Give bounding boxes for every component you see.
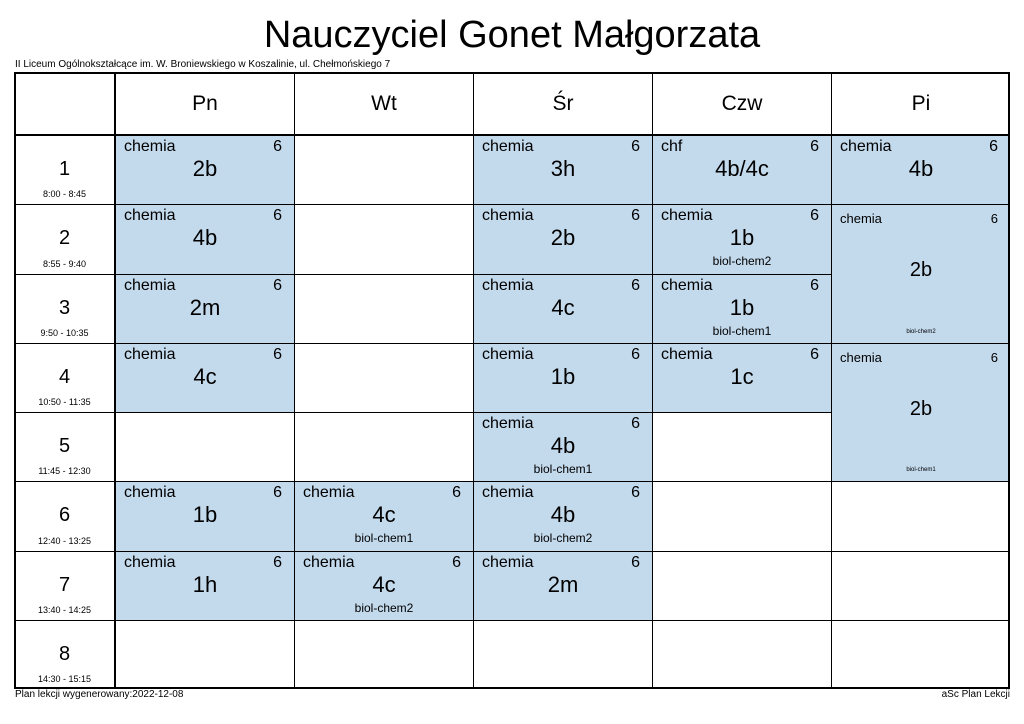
- lesson-class: 4b: [192, 225, 218, 251]
- lesson-class: 1h: [192, 571, 218, 597]
- lesson-group: biol-chem2: [712, 254, 772, 269]
- lesson-subject: chemia: [482, 276, 534, 294]
- lesson-cell[interactable]: [294, 481, 473, 550]
- lesson-room: 6: [273, 276, 282, 294]
- lesson-class: 4b/4c: [715, 156, 769, 181]
- period-cell: [14, 620, 115, 689]
- empty-slot: [294, 343, 473, 412]
- lesson-room: 6: [631, 553, 640, 571]
- lesson-subject: chemia: [661, 276, 713, 294]
- period-time: 13:40 - 14:25: [37, 604, 92, 615]
- lesson-class: 1b: [729, 225, 755, 251]
- lesson-subject: chemia: [840, 349, 882, 365]
- lesson-class: 4b: [550, 502, 576, 528]
- lesson-cell[interactable]: [473, 412, 652, 481]
- lesson-subject: chemia: [124, 345, 176, 363]
- lesson-room: 6: [631, 345, 640, 363]
- header-divider: [14, 134, 1010, 136]
- period-number: 5: [58, 435, 71, 457]
- lesson-cell[interactable]: [831, 343, 1010, 482]
- lesson-subject: chemia: [482, 138, 534, 155]
- lesson-group: biol-chem2: [354, 600, 414, 615]
- empty-slot: [294, 135, 473, 204]
- period-time: 14:30 - 15:15: [37, 674, 92, 684]
- empty-slot: [831, 481, 1010, 550]
- lesson-class: 1b: [550, 363, 576, 389]
- day-header: Czw: [652, 72, 831, 135]
- lesson-subject: chemia: [482, 345, 534, 363]
- lesson-subject: chf: [661, 138, 683, 155]
- lesson-cell[interactable]: [652, 204, 831, 273]
- empty-slot: [652, 481, 831, 550]
- lesson-subject: chemia: [482, 415, 534, 432]
- lesson-subject: chemia: [124, 207, 176, 225]
- lesson-class: 4c: [372, 502, 396, 528]
- lesson-cell[interactable]: [831, 135, 1010, 204]
- lesson-room: 6: [989, 138, 998, 155]
- period-column-divider: [114, 72, 116, 689]
- lesson-cell[interactable]: [115, 343, 294, 412]
- lesson-subject: chemia: [124, 553, 176, 571]
- lesson-cell[interactable]: [115, 551, 294, 620]
- lesson-class: 4c: [551, 294, 575, 320]
- lesson-class: 4b: [908, 156, 934, 181]
- lesson-group: biol-chem2: [533, 531, 593, 546]
- lesson-class: 2b: [192, 156, 218, 181]
- lesson-room: 6: [631, 207, 640, 225]
- lesson-cell[interactable]: [115, 481, 294, 550]
- lesson-subject: chemia: [840, 138, 892, 155]
- empty-slot: [652, 551, 831, 620]
- day-header: Wt: [294, 72, 473, 135]
- lesson-subject: chemia: [124, 276, 176, 294]
- period-time: 11:45 - 12:30: [38, 466, 91, 477]
- period-time: 12:40 - 13:25: [37, 535, 92, 546]
- lesson-cell[interactable]: [652, 343, 831, 412]
- empty-slot: [294, 620, 473, 689]
- lesson-class: 4c: [193, 363, 217, 389]
- period-cell: [14, 481, 115, 550]
- lesson-room: 6: [631, 138, 640, 155]
- day-header: Pn: [115, 72, 294, 135]
- period-number: 3: [58, 296, 71, 319]
- period-cell: [14, 551, 115, 620]
- lesson-cell[interactable]: [473, 135, 652, 204]
- lesson-subject: chemia: [303, 553, 355, 571]
- period-time: 8:55 - 9:40: [42, 258, 87, 269]
- lesson-cell[interactable]: [115, 204, 294, 273]
- lesson-room: 6: [273, 345, 282, 363]
- period-number: 7: [58, 573, 71, 596]
- period-time: 10:50 - 11:35: [38, 397, 91, 407]
- timetable-grid: [14, 72, 1010, 689]
- lesson-cell[interactable]: [473, 481, 652, 550]
- lesson-group: biol-chem1: [533, 462, 593, 476]
- period-time: 9:50 - 10:35: [40, 327, 89, 338]
- lesson-cell[interactable]: [652, 274, 831, 343]
- lesson-room: 6: [810, 207, 819, 225]
- lesson-class: 2b: [909, 259, 933, 282]
- lesson-class: 2m: [189, 294, 221, 320]
- lesson-subject: chemia: [124, 138, 176, 155]
- lesson-class: 2b: [550, 225, 576, 251]
- school-name: II Liceum Ogólnokształcące im. W. Broniewskiego w Koszalinie, ul. Chełmońskiego 7: [15, 59, 391, 70]
- lesson-room: 6: [810, 345, 819, 363]
- lesson-room: 6: [810, 276, 819, 294]
- page-title: Nauczyciel Gonet Małgorzata: [263, 14, 761, 56]
- empty-slot: [115, 620, 294, 689]
- empty-slot: [831, 620, 1010, 689]
- lesson-subject: chemia: [482, 484, 534, 502]
- lesson-room: 6: [273, 553, 282, 571]
- lesson-subject: chemia: [124, 484, 176, 502]
- lesson-group: biol-chem1: [906, 467, 936, 474]
- lesson-room: 6: [810, 138, 819, 155]
- empty-slot: [652, 620, 831, 689]
- period-number: 6: [58, 504, 71, 527]
- lesson-cell[interactable]: [115, 135, 294, 204]
- period-number: 4: [58, 365, 71, 388]
- lesson-room: 6: [273, 138, 282, 155]
- period-time: 8:00 - 8:45: [42, 189, 87, 200]
- period-cell: [14, 135, 115, 204]
- lesson-room: 6: [273, 484, 282, 502]
- lesson-subject: chemia: [303, 484, 355, 502]
- lesson-room: 6: [631, 484, 640, 502]
- lesson-room: 6: [631, 415, 640, 432]
- period-cell: [14, 204, 115, 273]
- lesson-cell[interactable]: [473, 274, 652, 343]
- empty-slot: [115, 412, 294, 481]
- lesson-cell[interactable]: [473, 343, 652, 412]
- lesson-class: 1b: [192, 502, 218, 528]
- empty-slot: [294, 204, 473, 273]
- empty-slot: [294, 274, 473, 343]
- lesson-subject: chemia: [661, 345, 713, 363]
- empty-slot: [294, 412, 473, 481]
- lesson-class: 2b: [909, 397, 933, 420]
- lesson-room: 6: [452, 553, 461, 571]
- app-brand: aSc Plan Lekcji: [941, 689, 1010, 700]
- empty-slot: [831, 551, 1010, 620]
- period-number: 1: [58, 158, 71, 180]
- day-header: Śr: [473, 72, 652, 135]
- lesson-room: 6: [273, 207, 282, 225]
- lesson-room: 6: [990, 349, 998, 365]
- lesson-class: 1b: [729, 294, 755, 320]
- period-cell: [14, 343, 115, 412]
- lesson-room: 6: [452, 484, 461, 502]
- lesson-cell[interactable]: [652, 135, 831, 204]
- empty-slot: [652, 412, 831, 481]
- lesson-cell[interactable]: [473, 551, 652, 620]
- lesson-group: biol-chem1: [712, 323, 772, 338]
- lesson-subject: chemia: [482, 207, 534, 225]
- period-number: 8: [58, 642, 71, 665]
- lesson-class: 1c: [730, 363, 754, 389]
- corner-cell: [14, 72, 115, 135]
- period-cell: [14, 412, 115, 481]
- period-number: 2: [58, 227, 71, 250]
- lesson-cell[interactable]: [294, 551, 473, 620]
- lesson-subject: chemia: [482, 553, 534, 571]
- lesson-class: 4b: [550, 433, 576, 458]
- lesson-cell[interactable]: [831, 204, 1010, 343]
- lesson-group: biol-chem1: [354, 531, 414, 546]
- lesson-class: 2m: [547, 571, 579, 597]
- lesson-subject: chemia: [840, 211, 882, 227]
- lesson-class: 3h: [550, 156, 576, 181]
- lesson-cell[interactable]: [473, 204, 652, 273]
- lesson-class: 4c: [372, 571, 396, 597]
- lesson-group: biol-chem2: [906, 328, 936, 335]
- period-cell: [14, 274, 115, 343]
- lesson-room: 6: [631, 276, 640, 294]
- lesson-room: 6: [990, 211, 998, 227]
- generated-date: Plan lekcji wygenerowany:2022-12-08: [15, 689, 184, 700]
- empty-slot: [473, 620, 652, 689]
- day-header: Pi: [831, 72, 1010, 135]
- lesson-cell[interactable]: [115, 274, 294, 343]
- lesson-subject: chemia: [661, 207, 713, 225]
